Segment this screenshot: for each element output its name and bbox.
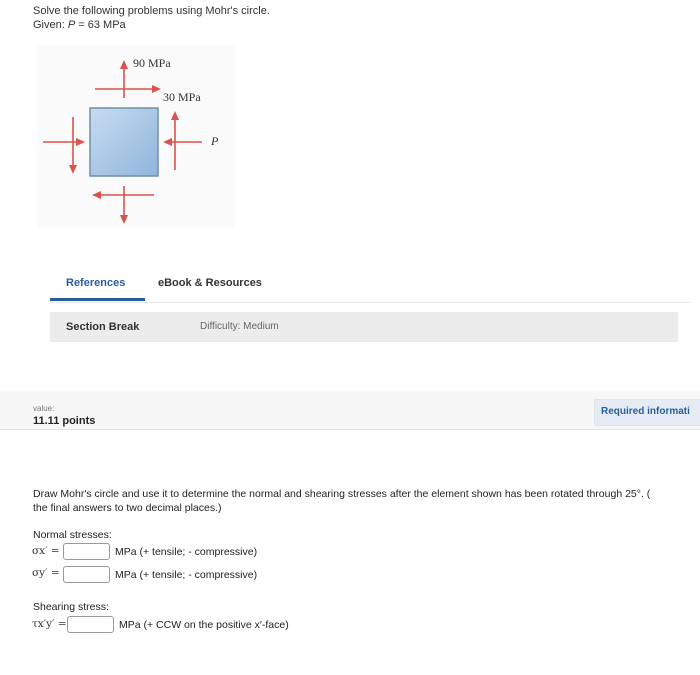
section-title: Section Break [66,321,140,333]
label-p: P [211,134,219,148]
problem-intro [33,4,270,32]
stress-element [90,108,158,176]
shear-arrow-top-head [152,85,161,93]
shear-arrow-left-head [69,165,77,174]
shear-arrow-right-head [171,111,179,120]
required-info-label: Required informati [601,406,690,417]
tab-ebook-resources[interactable]: eBook & Resources [158,277,262,289]
sigma-y-label: σy′ = [32,567,60,579]
tab-references[interactable]: References [66,277,126,289]
given-line [33,18,270,32]
normal-arrow-top-head [120,60,128,69]
intro-line: Solve the following problems using Mohr's circle. [33,5,270,17]
tau-label: τx′y′ = [32,618,67,630]
sigma-x-unit: MPa (+ tensile; - compressive) [115,546,258,558]
normal-stresses-heading: Normal stresses: [33,529,112,541]
difficulty-label: Difficulty: Medium [200,321,279,332]
question-text [33,487,700,515]
points-value: 11.11 points [33,415,96,427]
question-line-2: the final answers to two decimal places.) [33,502,222,514]
sigma-y-input[interactable] [63,566,110,583]
value-label: value: [33,404,55,413]
given-value: = 63 MPa [75,19,126,31]
shearing-stress-heading: Shearing stress: [33,601,109,613]
question-line-1: Draw Mohr's circle and use it to determine the normal and shearing stresses after the element shown has been rotated through 25°. ( [33,488,651,500]
sigma-x-input[interactable] [63,543,110,560]
sigma-y-unit: MPa (+ tensile; - compressive) [115,569,258,581]
active-tab-indicator [50,298,145,301]
resource-tabs [50,262,690,303]
load-arrow-left-head [76,138,85,146]
shear-arrow-bottom-head [92,191,101,199]
normal-arrow-bottom-head [120,215,128,224]
stress-diagram [37,45,235,228]
label-90-mpa: 90 MPa [133,56,171,70]
given-prefix: Given: [33,19,68,31]
given-var: P [67,19,76,31]
tau-unit: MPa (+ CCW on the positive x′-face) [119,619,289,631]
required-info-button[interactable] [594,399,700,426]
section-break-bar [50,312,678,342]
stress-element-figure [37,45,235,228]
tau-input[interactable] [67,616,114,633]
sigma-x-label: σx′ = [32,545,60,557]
load-arrow-right-head [163,138,172,146]
label-30-mpa: 30 MPa [163,90,201,104]
